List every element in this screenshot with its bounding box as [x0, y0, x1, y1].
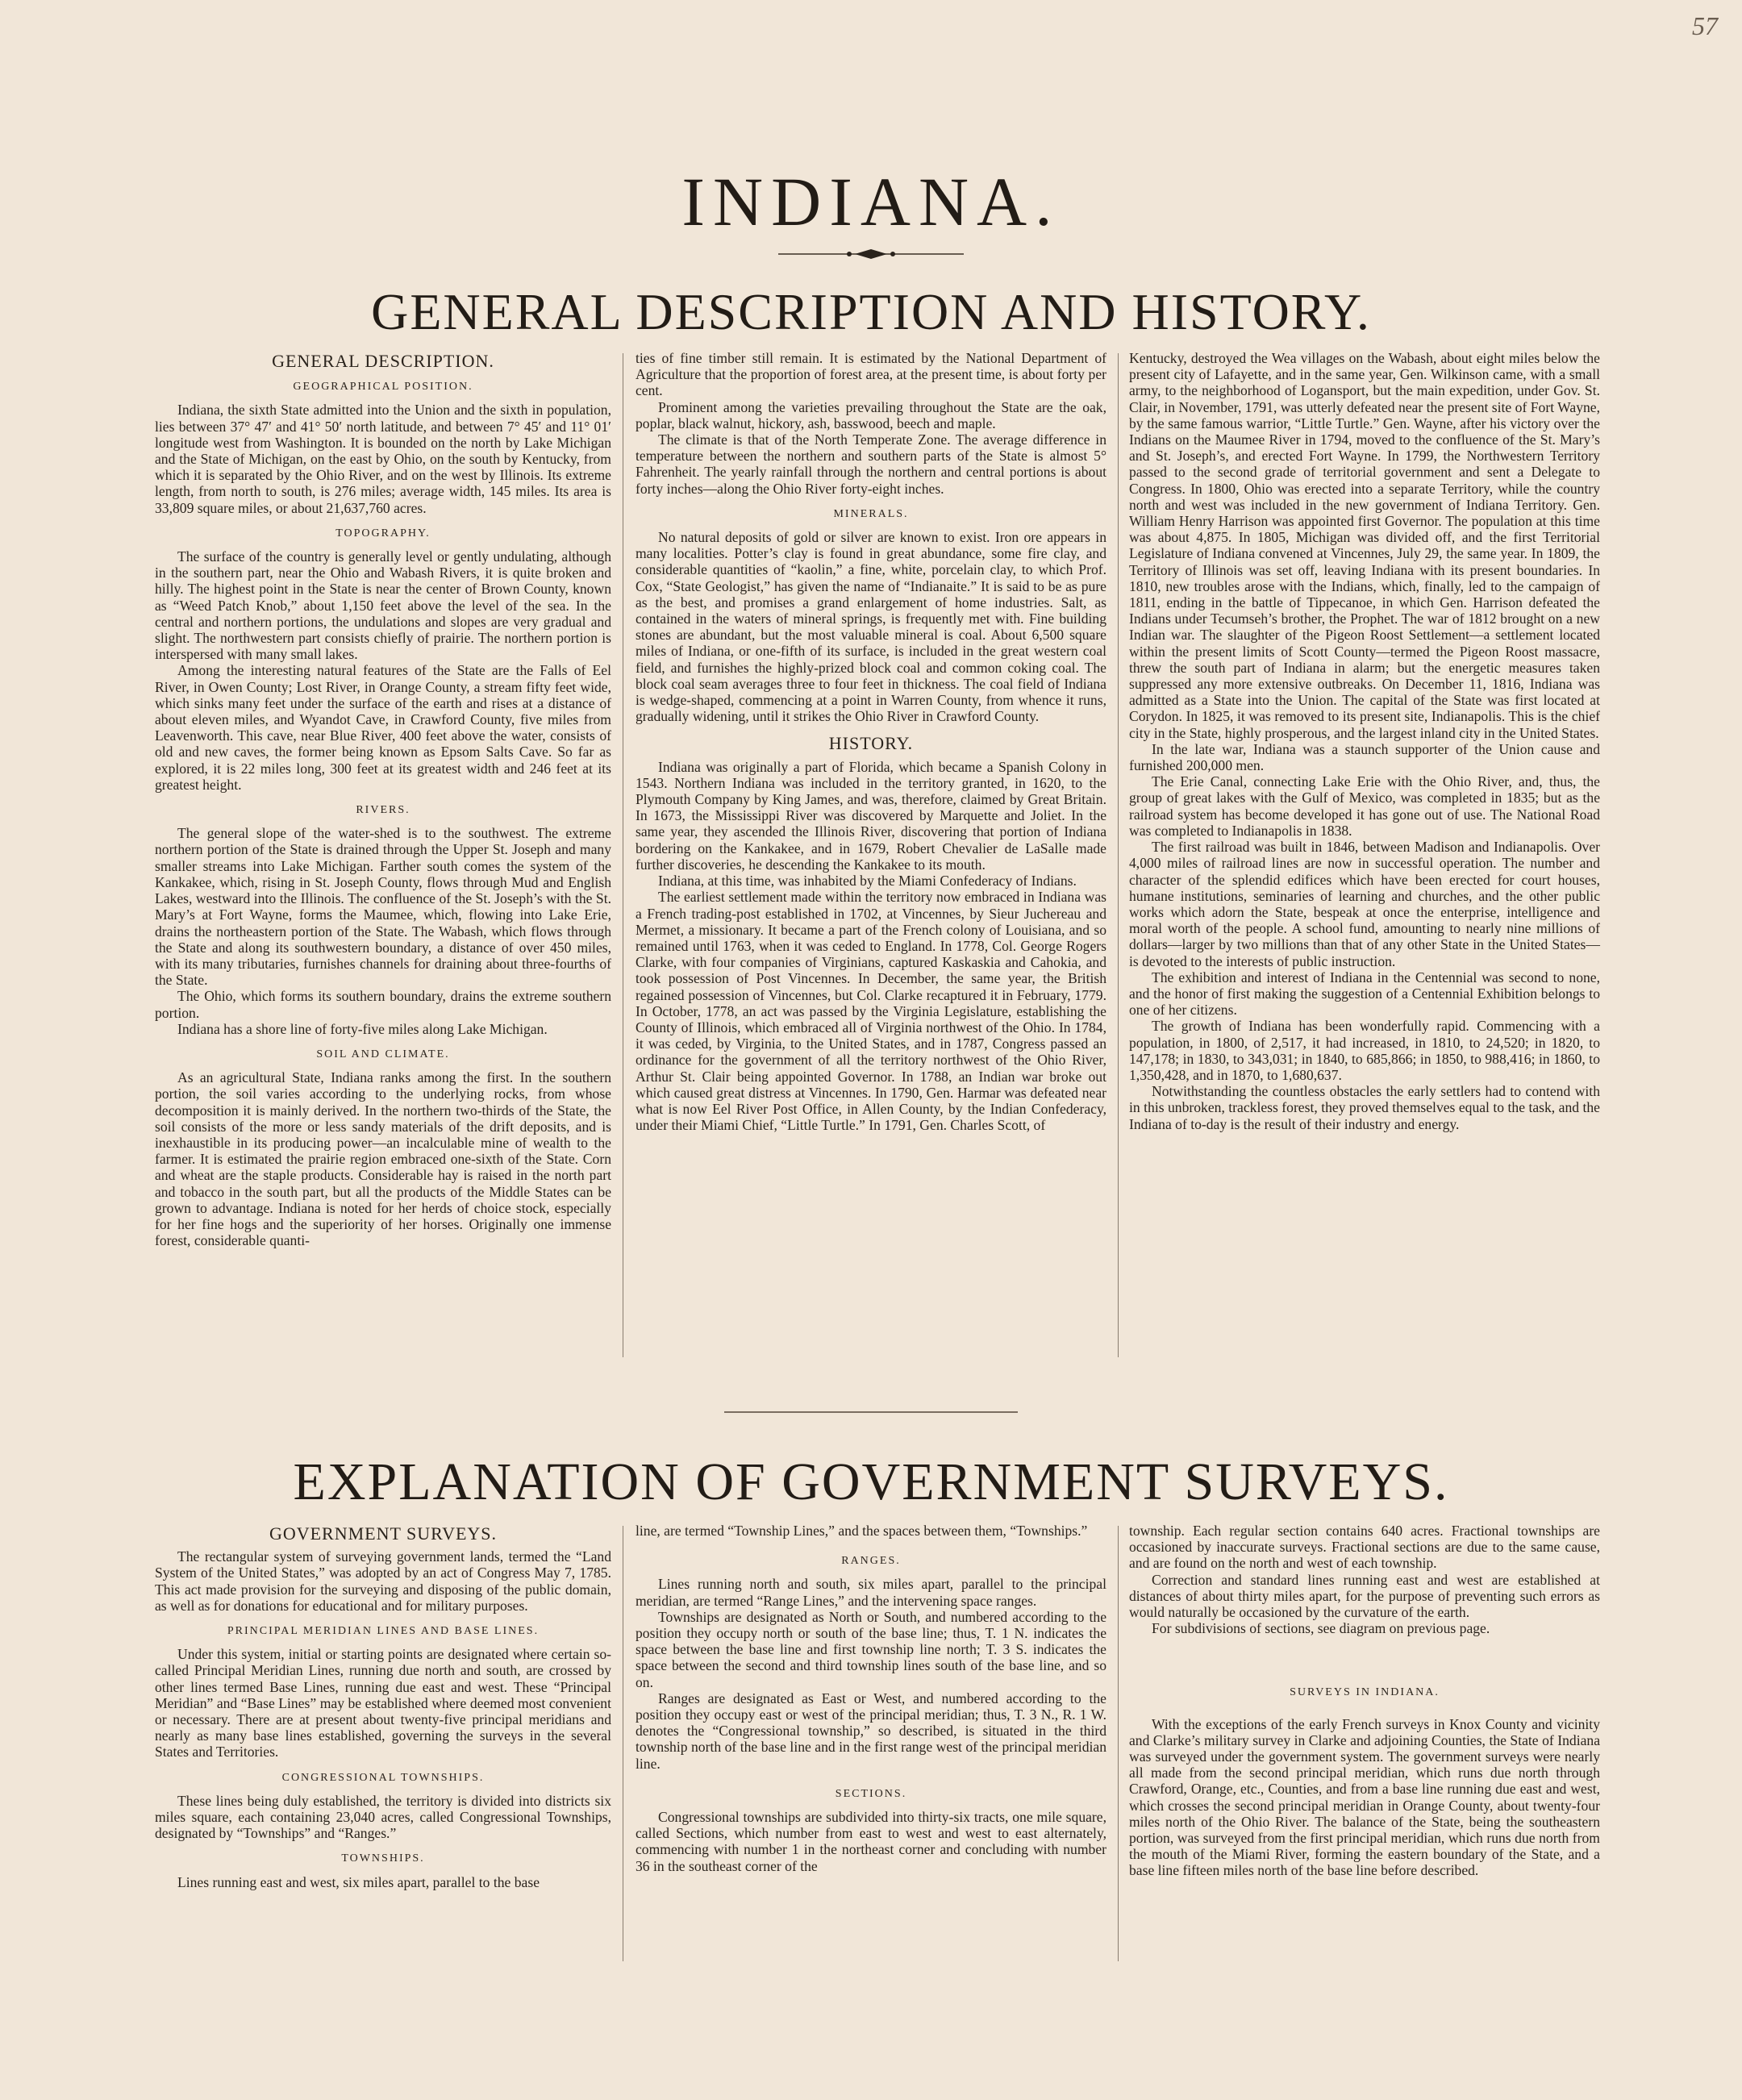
page-number: 57 — [1692, 11, 1718, 40]
topography-text: The surface of the country is generally level or gently undulating, although in the southern part, near the Ohio and Wabash Rivers, it is quite broken and hilly. The highest point in the State is near the center of Brown County, known as “Weed Patch Knob,” about 1,150 feet above the level of the sea. In the central and northern portions, the undulations and slopes are very gradual and slight. The northwestern part consists chiefly of prairie. The northern portion is interspersed with many small lakes. — [155, 548, 611, 663]
meridian-text: Under this system, initial or starting points are designated where certain so-called Principal Meridian Lines, running due north and south, are crossed by other lines termed Base Lines, running due east and west. These “Principal Meridian” and “Base Lines” may be established where deemed most convenient or necessary. There are at present about twenty-five principal meridians and nearly as many base lines established, governing the surveys in the several States and Territories. — [155, 1646, 611, 1760]
topography-heading: TOPOGRAPHY. — [335, 527, 431, 540]
townships-heading: TOWNSHIPS. — [341, 1852, 425, 1865]
minerals-heading: MINERALS. — [833, 507, 909, 520]
townships-text: Lines running east and west, six miles apart, parallel to the base — [177, 1873, 540, 1890]
general-description-column — [155, 350, 611, 1248]
railroad-text: The first railroad was built in 1846, between Madison and Indianapolis. Over 4,000 miles of railroad lines are now in successful operation. The number and character of the splendid edifices which have been erected for court houses, humane institutions, seminaries of learning and churches, and the other public works which adorn the State, bespeak at once the enterprise, intelligence and moral worth of the people. A school fund, amounting to nearly nine millions of dollars—larger by two millions than that of any other State in the United States—is devoted to the interests of public instruction. — [1129, 839, 1600, 969]
rivers-heading: RIVERS. — [356, 804, 410, 817]
geographical-position-text: Indiana, the sixth State admitted into the Union and the sixth in population, lies between 37° 47′ and 41° 50′ north latitude, and between 7° 45′ and 11° 01′ longitude west from Washington. It is bounded on the north by Lake Michigan and the State of Michigan, on the east by Ohio, on the south by Kentucky, from which it is separated by the Ohio River, and on the west by Illinois. Its extreme length, from north to south, is 276 miles; average width, 145 miles. Its area is 33,809 square miles, or about 21,637,760 acres. — [155, 402, 611, 516]
closing-text: Notwithstanding the countless obstacles the early settlers had to contend with in this unbroken, trackless forest, they proved themselves equal to the task, and the Indiana of to-day is the result of their industry and energy. — [1129, 1083, 1600, 1132]
trees-text: Prominent among the varieties prevailing throughout the State are the oak, poplar, black walnut, hickory, ash, basswood, beech and maple. — [636, 398, 1106, 431]
column-divider — [1118, 353, 1119, 1357]
geographical-position-heading: GEOGRAPHICAL POSITION. — [293, 381, 473, 394]
climate-text: The climate is that of the North Temperate Zone. The average difference in temperature between the northern and southern parts of the State is almost 5° Fahrenheit. The yearly rainfall through the northern and central portions is about forty inches—along the Ohio River forty-eight inches. — [636, 431, 1106, 497]
government-surveys-column — [155, 1523, 611, 1890]
natural-features-text: Among the interesting natural features of the State are the Falls of Eel River, in Owen County; Lost River, in Orange County, a stream fifty feet wide, which sinks many feet under the surface of the earth and rises at a distance of about eleven miles, and Wyandot Cave, in Crawford County, five miles from Leavenworth. This cave, near Blue River, 400 feet above the water, consists of old and new caves, the former being known as Epsom Salts Cave. So far as explored, it is 22 miles long, 300 feet at its greatest width and 246 feet at its greatest height. — [155, 662, 611, 793]
surveys-in-indiana-heading: SURVEYS IN INDIANA. — [1290, 1686, 1440, 1699]
late-war-text: In the late war, Indiana was a staunch supporter of the Union cause and furnished 200,000 men. — [1129, 740, 1600, 774]
township-lines-text: line, are termed “Township Lines,” and the spaces between them, “Townships.” — [636, 1523, 1088, 1539]
population-growth-text: The growth of Indiana has been wonderfully rapid. Commencing with a population, in 1800, of 2,517, it had increased, in 1810, to 24,520; in 1820, to 147,178; in 1830, to 343,031; in 1840, to 685,866; in 1850, to 988,416; in 1860, to 1,350,428, and in 1870, to 1,680,637. — [1129, 1018, 1600, 1083]
territory-history-text: Kentucky, destroyed the Wea villages on the Wabash, about eight miles below the present city of Lafayette, and in the same year, Gen. Wilkinson came, with a small army, to the neighborhood of Logansport, but the main expedition, under Gov. St. Clair, in November, 1791, was utterly defeated near the present site of Fort Wayne, by the same famous warrior, “Little Turtle.” Gen. Wayne, after his victory over the Indians on the Maumee River in 1794, moved to the confluence of the St. Mary’s and St. Joseph’s, and erected Fort Wayne. In 1799, the Northwestern Territory passed to the second grade of territorial government and sent a Delegate to Congress. In 1800, Ohio was erected into a separate Territory, while the country north and west was included in the new government of Indiana Territory. Gen. William Henry Harrison was appointed first Governor. The population at this time was about 4,875. In 1805, Michigan was divided off, and the first Territorial Legislature of Indiana convened at Vincennes, July 29, the same year. In 1809, the Territory of Illinois was set off, leaving Indiana with its present boundaries. In 1810, new troubles arose with the Indians, which, finally, led to the campaign of 1811, ending in the battle of Tippecanoe, in which Gen. Harrison defeated the Indians under Tecumseh’s brother, the Prophet. The war of 1812 brought on a new Indian war. The slaughter of the Pigeon Roost Settlement—a settlement located within the present limits of Scott County—termed the Pigeon Roost massacre, threw the south part of Indiana in alarm; but the energetic measures taken suppressed any more extensive outbreaks. On December 11, 1816, Indiana was admitted as a State into the Union. The capital of the State was first located at Corydon. In 1825, it was removed to its present site, Indianapolis. This is the chief city in the State, highly prosperous, and the largest inland city in the United States. — [1129, 350, 1600, 741]
ohio-river-text: The Ohio, which forms its southern boundary, drains the extreme southern portion. — [155, 988, 611, 1021]
minerals-text: No natural deposits of gold or silver are known to exist. Iron ore appears in many localities. Potter’s clay is found in great abundance, some fire clay, and considerable quantities of “kaolin,” a fine, white, porcelain clay, to which Prof. Cox, “State Geologist,” has given the name of “Indianaite.” It is said to be as pure as the best, and promises a grand enlargement of home industries. Salt, as contained in the waters of mineral springs, is frequently met with. Fine building stones are abundant, but the most valuable mineral is coal. About 6,500 square miles of Indiana, or one-fifth of its surface, is included in the great western coal field, and furnishes the highly-prized block coal and common coking coal. The block coal seam averages three to four feet in thickness. The coal field of Indiana is wedge-shaped, commencing at a point in Warren County, from whence it runs, gradually widening, until it strikes the Ohio River in Crawford County. — [636, 529, 1106, 725]
soil-climate-heading: SOIL AND CLIMATE. — [316, 1048, 450, 1060]
meridian-heading: PRINCIPAL MERIDIAN LINES AND BASE LINES. — [227, 1625, 540, 1638]
history-title: GENERAL DESCRIPTION AND HISTORY. — [371, 283, 1371, 340]
column-divider — [1118, 1526, 1119, 1961]
soil-climate-text: As an agricultural State, Indiana ranks among the first. In the southern portion, the soil varies according to the underlying rocks, from whose decomposition it is mainly derived. In the northern two-thirds of the State, the soil consists of the more or less sandy materials of the drift deposits, and is inexhaustible in its producing power—an incalculable mine of wealth to the farmer. It is estimated the prairie region embraced one-sixth of the State. Corn and wheat are the staple products. Considerable hay is raised in the north part and tobacco in the south part, but all the products of the Middle States can be grown to advantage. Indiana is noted for her herds of choice stock, especially for her fine hogs and the superiority of her horses. Originally one immense forest, considerable quanti- — [155, 1069, 611, 1249]
ranges-sections-column — [636, 1523, 1106, 1874]
range-designation-text: Ranges are designated as East or West, and numbered according to the position they occupy east or west of the principal meridian; thus, T. 3 N., R. 1 W. denotes the “Congressional township,” so described, is situated in the third township north of the base line and in the first range west of the principal meridian line. — [636, 1690, 1106, 1772]
land-system-text: The rectangular system of surveying government lands, termed the “Land System of the United States,” was adopted by an act of Congress May 7, 1785. This act made provision for the surveying and disposing of the public domain, as well as for donations for educational and for military purposes. — [155, 1548, 611, 1614]
history-continued-column — [1129, 350, 1600, 1132]
history-text: Indiana was originally a part of Florida, which became a Spanish Colony in 1543. Northern Indiana was included in the territory granted, in 1620, to the Plymouth Company by King James, and was, therefore, claimed by Great Britain. In 1673, the Mississippi River was discovered by Marquette and Joliet. In the same year, they ascended the Illinois River, discovering that portion of Indiana bordering on the Kankakee, and in 1679, Robert Chevalier de LaSalle made further discoveries, he descending the Kankakee to its mouth. — [636, 758, 1106, 873]
surveys-indiana-column — [1129, 1523, 1600, 1879]
general-description-heading: GENERAL DESCRIPTION. — [272, 351, 494, 371]
history-column — [636, 350, 1106, 1133]
sections-heading: SECTIONS. — [835, 1787, 907, 1800]
congressional-townships-heading: CONGRESSIONAL TOWNSHIPS. — [281, 1771, 485, 1784]
subdivisions-text: For subdivisions of sections, see diagram on previous page. — [1152, 1620, 1490, 1637]
correction-lines-text: Correction and standard lines running east and west are established at distances of about thirty miles apart, for the purpose of preventing such errors as would naturally be occasioned by the curvature of the earth. — [1129, 1571, 1600, 1621]
forest-continuation-text: ties of fine timber still remain. It is estimated by the National Department of Agriculture that the proportion of forest area, at the present time, is about forty per cent. — [636, 350, 1106, 399]
title-ornament — [778, 248, 964, 260]
rivers-text: The general slope of the water-shed is to the southwest. The extreme northern portion of the State is drained through the Upper St. Joseph and many smaller streams into Lake Michigan. Farther south comes the system of the Kankakee, which, rising in St. Joseph County, flows through Mud and English Lakes, westward into the Illinois. The confluence of the St. Joseph’s with the St. Mary’s at Fort Wayne, forms the Maumee, which, flowing into Lake Erie, drains the northeastern portion of the State. The Wabash, which flows through the State and along its southwestern boundary, a distance of over 450 miles, with its many tributaries, furnishes channels for draining about three-fourths of the State. — [155, 825, 611, 989]
congressional-townships-text: These lines being duly established, the territory is divided into districts six miles square, each containing 23,040 acres, called Congressional Townships, designated by “Townships” and “Ranges.” — [155, 1792, 611, 1842]
shore-line-text: Indiana has a shore line of forty-five miles along Lake Michigan. — [177, 1020, 548, 1037]
surveys-in-indiana-text: With the exceptions of the early French surveys in Knox County and vicinity and Clarke’s military survey in Clarke and adjoining Counties, the State of Indiana was surveyed under the government system. The government surveys were nearly all made from the second principal meridian, which runs due north through Crawford, Orange, etc., Counties, and from a base line running due east and west, which crosses the second principal meridian in Orange County, about twenty-four miles north of the Ohio River. The balance of the State, being the southeastern portion, was surveyed from the first principal meridian, which runs due north from the mouth of the Miami River, forming the eastern boundary of the State, and a base line fifteen miles north of the base line before described. — [1129, 1715, 1600, 1879]
range-lines-text: Lines running north and south, six miles apart, parallel to the principal meridian, are termed “Range Lines,” and the intervening space ranges. — [636, 1576, 1106, 1609]
township-designation-text: Townships are designated as North or South, and numbered according to the position they occupy north or south of the base line; thus, T. 1 N. indicates the space between the base line and first township line north; T. 3 S. indicates the space between the second and third township lines south of the base line, and so on. — [636, 1608, 1106, 1690]
surveys-title: EXPLANATION OF GOVERNMENT SURVEYS. — [293, 1452, 1449, 1511]
state-title: INDIANA. — [681, 163, 1061, 240]
earliest-settlement-text: The earliest settlement made within the territory now embraced in Indiana was a French trading-post established in 1702, at Vincennes, by Sieur Juchereau and Mermet, a missionary. It became a part of the French colony of Louisiana, and so remained until 1763, when it was ceded to England. In 1778, Col. George Rogers Clarke, with four companies of Virginians, captured Kaskaskia and Cahokia, and took possession of Post Vincennes. In December, the same year, the British regained possession of Vincennes, but Col. Clarke recaptured it in February, 1779. In October, 1778, an act was passed by the Virginia Legislature, establishing the County of Illinois, which embraced all of Virginia northwest of the Ohio. In 1784, it was ceded, by Virginia, to the United States, and in 1787, Congress passed an ordinance for the government of all the territory northwest of the Ohio River, Arthur St. Clair being appointed Governor. In 1788, an Indian war broke out which caused great distress at Vincennes. In 1790, Gen. Harmar was defeated near what is now Eel River Post Office, in Allen County, by the Indian Confederacy, under their Miami Chief, “Little Turtle.” In 1791, Gen. Charles Scott, of — [636, 889, 1106, 1134]
government-surveys-heading: GOVERNMENT SURVEYS. — [269, 1523, 498, 1544]
miami-confederacy-text: Indiana, at this time, was inhabited by the Miami Confederacy of Indians. — [658, 873, 1077, 890]
erie-canal-text: The Erie Canal, connecting Lake Erie with the Ohio River, and, thus, the group of great lakes with the Gulf of Mexico, was completed in 1835; but as the railroad system has become developed it has gone out of use. The National Road was completed to Indianapolis in 1838. — [1129, 773, 1600, 839]
sections-continued-text: township. Each regular section contains 640 acres. Fractional townships are occasioned by inaccurate surveys. Fractional sections are due to the same cause, and are found on the north and west of each township. — [1129, 1523, 1600, 1572]
ranges-heading: RANGES. — [841, 1555, 901, 1568]
history-heading: HISTORY. — [828, 733, 914, 754]
section-divider — [724, 1411, 1018, 1413]
sections-text: Congressional townships are subdivided into thirty-six tracts, one mile square, called Sections, which number from east to west and west to east alternately, commencing with number 1 in the northeast corner and concluding with number 36 in the southeast corner of the — [636, 1809, 1106, 1874]
centennial-text: The exhibition and interest of Indiana in the Centennial was second to none, and the honor of first making the suggestion of a Centennial Exhibition belongs to one of her citizens. — [1129, 969, 1600, 1019]
